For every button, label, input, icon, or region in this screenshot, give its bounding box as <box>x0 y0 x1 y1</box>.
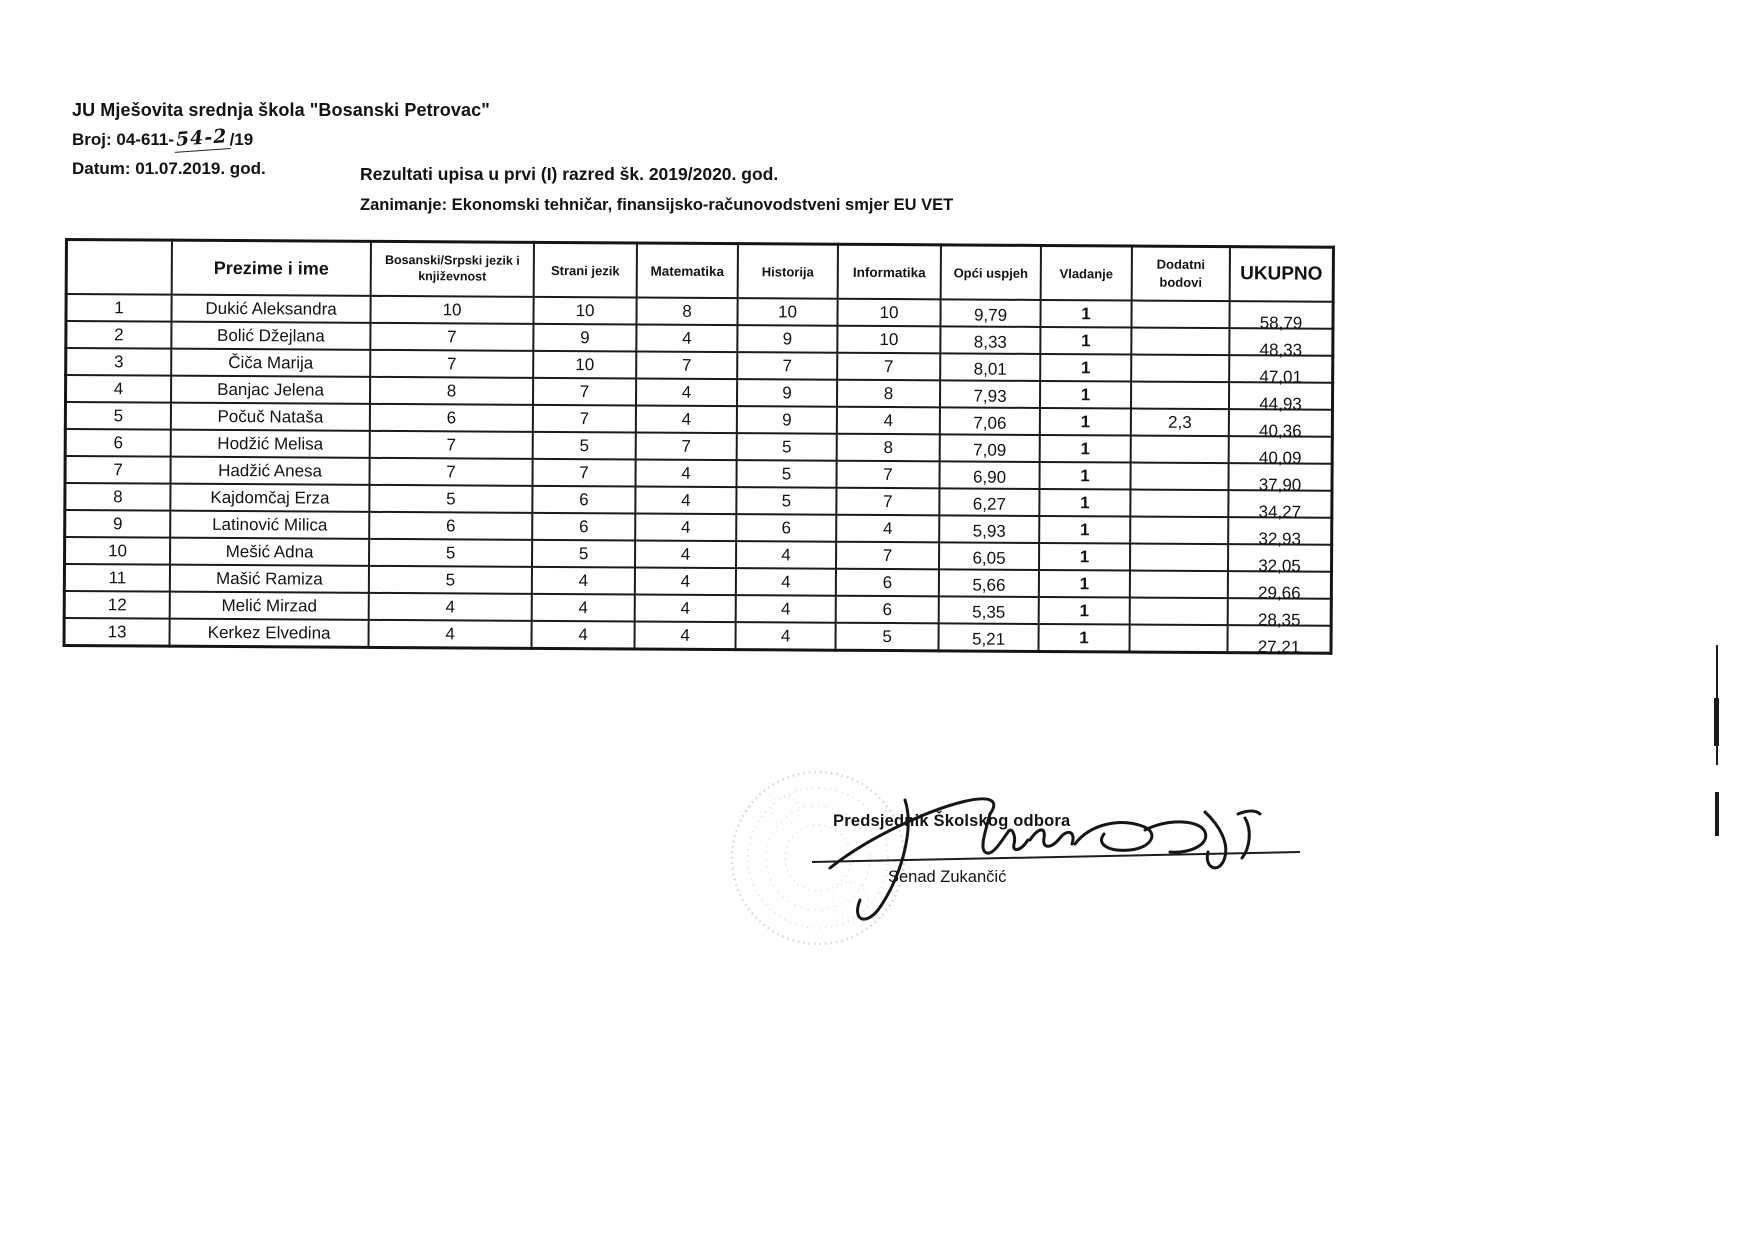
cell-historija: 4 <box>736 595 836 623</box>
cell-dodatni-bodovi: 2,3 <box>1131 409 1229 437</box>
cell-strani-jezik: 10 <box>533 297 636 325</box>
header-opci-uspjeh: Opći uspjeh <box>941 245 1041 300</box>
cell-bosanski-srpski: 5 <box>369 485 532 513</box>
cell-matematika: 4 <box>635 567 736 595</box>
cell-redni-broj: 7 <box>65 456 171 484</box>
cell-matematika: 4 <box>636 405 737 433</box>
cell-redni-broj: 11 <box>64 564 170 592</box>
cell-ukupno: 28,35 <box>1228 598 1332 626</box>
cell-ukupno: 34,27 <box>1228 490 1332 518</box>
cell-informatika: 6 <box>836 569 939 597</box>
cell-strani-jezik: 4 <box>532 567 635 595</box>
cell-bosanski-srpski: 7 <box>370 350 533 378</box>
cell-prezime-ime: Čiča Marija <box>171 349 370 377</box>
cell-prezime-ime: Melić Mirzad <box>170 592 369 620</box>
cell-opci-uspjeh: 5,35 <box>939 596 1039 624</box>
stamp-circle-icon <box>732 772 904 944</box>
cell-historija: 9 <box>737 325 837 353</box>
signer-name: Senad Zukančić <box>888 868 1007 886</box>
signature-area <box>700 740 1380 1000</box>
cell-ukupno: 58,79 <box>1229 301 1333 329</box>
document-subtitle: Zanimanje: Ekonomski tehničar, finansijsko-računovodstveni smjer EU VET <box>360 196 954 214</box>
cell-opci-uspjeh: 8,33 <box>940 326 1040 354</box>
cell-vladanje: 1 <box>1040 435 1131 463</box>
cell-redni-broj: 3 <box>66 348 172 376</box>
results-table-head <box>66 240 1333 302</box>
cell-opci-uspjeh: 6,27 <box>939 488 1039 516</box>
cell-matematika: 4 <box>636 324 737 352</box>
header-historija: Historija <box>738 244 838 299</box>
scan-artifact <box>1714 698 1719 746</box>
title-block <box>360 164 953 215</box>
cell-matematika: 7 <box>636 351 737 379</box>
cell-bosanski-srpski: 4 <box>369 593 532 621</box>
cell-historija: 6 <box>736 514 836 542</box>
cell-historija: 9 <box>737 406 837 434</box>
cell-strani-jezik: 5 <box>532 540 635 568</box>
cell-dodatni-bodovi <box>1130 490 1228 518</box>
cell-informatika: 10 <box>837 326 940 354</box>
cell-matematika: 8 <box>636 297 737 325</box>
results-table-body <box>64 294 1333 657</box>
cell-redni-broj: 10 <box>65 537 171 565</box>
scan-artifact <box>1715 792 1719 836</box>
cell-bosanski-srpski: 6 <box>369 512 532 540</box>
cell-vladanje: 1 <box>1040 408 1131 436</box>
document-number-handwritten: 54-2 <box>173 125 230 153</box>
cell-historija: 4 <box>736 568 836 596</box>
school-name: JU Mješovita srednja škola "Bosanski Petrovac" <box>72 100 490 120</box>
cell-opci-uspjeh: 7,09 <box>940 434 1040 462</box>
cell-bosanski-srpski: 5 <box>369 539 532 567</box>
cell-informatika: 6 <box>836 596 939 624</box>
cell-prezime-ime: Hadžić Anesa <box>171 457 370 485</box>
cell-strani-jezik: 7 <box>532 459 635 487</box>
cell-strani-jezik: 4 <box>532 594 635 622</box>
cell-historija: 5 <box>736 460 836 488</box>
cell-matematika: 4 <box>635 540 736 568</box>
cell-matematika: 4 <box>635 486 736 514</box>
cell-ukupno: 48,33 <box>1229 328 1333 356</box>
cell-matematika: 4 <box>635 621 736 649</box>
cell-bosanski-srpski: 6 <box>370 404 533 432</box>
cell-ukupno: 37,90 <box>1228 463 1332 491</box>
cell-bosanski-srpski: 7 <box>370 323 533 351</box>
cell-dodatni-bodovi <box>1130 517 1228 545</box>
cell-vladanje: 1 <box>1039 597 1130 625</box>
cell-informatika: 8 <box>837 380 940 408</box>
document-date: Datum: 01.07.2019. god. <box>72 159 266 178</box>
document-title: Rezultati upisa u prvi (I) razred šk. 2019/2020. god. <box>360 164 779 184</box>
cell-informatika: 10 <box>837 299 940 327</box>
cell-vladanje: 1 <box>1039 462 1130 490</box>
cell-redni-broj: 13 <box>64 618 170 646</box>
cell-strani-jezik: 10 <box>533 351 636 379</box>
cell-prezime-ime: Kerkez Elvedina <box>170 619 369 648</box>
cell-strani-jezik: 5 <box>533 432 636 460</box>
cell-prezime-ime: Mašić Ramiza <box>170 565 369 593</box>
cell-prezime-ime: Počuč Nataša <box>171 403 370 431</box>
cell-redni-broj: 4 <box>65 375 171 403</box>
signer-role: Predsjednik Školskog odbora <box>833 812 1071 830</box>
cell-prezime-ime: Banjac Jelena <box>171 376 370 404</box>
cell-dodatni-bodovi <box>1129 625 1227 653</box>
cell-prezime-ime: Latinović Milica <box>170 511 369 539</box>
cell-dodatni-bodovi <box>1131 301 1229 329</box>
cell-historija: 4 <box>735 622 835 650</box>
results-table <box>63 238 1335 655</box>
cell-ukupno: 32,93 <box>1228 517 1332 545</box>
cell-dodatni-bodovi <box>1130 571 1228 599</box>
cell-informatika: 5 <box>835 623 938 651</box>
cell-historija: 10 <box>737 298 837 326</box>
cell-vladanje: 1 <box>1040 354 1131 382</box>
cell-bosanski-srpski: 4 <box>369 620 532 648</box>
cell-strani-jezik: 9 <box>533 324 636 352</box>
cell-ukupno: 44,93 <box>1229 382 1333 410</box>
cell-informatika: 8 <box>837 434 940 462</box>
cell-vladanje: 1 <box>1040 300 1131 328</box>
cell-opci-uspjeh: 7,06 <box>940 407 1040 435</box>
cell-informatika: 7 <box>836 461 939 489</box>
cell-historija: 7 <box>737 352 837 380</box>
cell-dodatni-bodovi <box>1130 598 1228 626</box>
cell-redni-broj: 12 <box>64 591 170 619</box>
cell-opci-uspjeh: 9,79 <box>940 299 1040 327</box>
cell-dodatni-bodovi <box>1131 355 1229 383</box>
cell-ukupno: 40,09 <box>1229 436 1333 464</box>
cell-bosanski-srpski: 10 <box>370 296 533 324</box>
document-number-suffix: /19 <box>229 130 254 149</box>
cell-bosanski-srpski: 5 <box>369 566 532 594</box>
cell-redni-broj: 9 <box>65 510 171 538</box>
cell-vladanje: 1 <box>1039 543 1130 571</box>
cell-prezime-ime: Kajdomčaj Erza <box>170 484 369 512</box>
cell-historija: 4 <box>736 541 836 569</box>
header-ukupno: UKUPNO <box>1230 247 1334 302</box>
cell-vladanje: 1 <box>1039 516 1130 544</box>
cell-redni-broj: 8 <box>65 483 171 511</box>
cell-dodatni-bodovi <box>1131 382 1229 410</box>
cell-vladanje: 1 <box>1039 570 1130 598</box>
cell-vladanje: 1 <box>1040 381 1131 409</box>
cell-strani-jezik: 4 <box>532 621 635 649</box>
cell-matematika: 4 <box>635 594 736 622</box>
cell-redni-broj: 2 <box>66 321 172 349</box>
cell-opci-uspjeh: 7,93 <box>940 380 1040 408</box>
cell-strani-jezik: 7 <box>533 378 636 406</box>
cell-informatika: 7 <box>836 542 939 570</box>
cell-ukupno: 27,21 <box>1227 625 1331 653</box>
cell-prezime-ime: Bolić Džejlana <box>171 322 370 350</box>
header-dodatni-bodovi: Dodatni bodovi <box>1132 246 1230 301</box>
cell-matematika: 4 <box>635 459 736 487</box>
cell-redni-broj: 1 <box>66 294 172 322</box>
cell-bosanski-srpski: 8 <box>370 377 533 405</box>
cell-dodatni-bodovi <box>1131 328 1229 356</box>
cell-informatika: 7 <box>837 353 940 381</box>
cell-informatika: 7 <box>836 488 939 516</box>
cell-ukupno: 40,36 <box>1229 409 1333 437</box>
cell-prezime-ime: Mešić Adna <box>170 538 369 566</box>
header-vladanje: Vladanje <box>1041 245 1132 300</box>
cell-opci-uspjeh: 8,01 <box>940 353 1040 381</box>
cell-ukupno: 47,01 <box>1229 355 1333 383</box>
cell-opci-uspjeh: 5,66 <box>939 569 1039 597</box>
cell-redni-broj: 5 <box>65 402 171 430</box>
cell-dodatni-bodovi <box>1130 544 1228 572</box>
cell-dodatni-bodovi <box>1131 436 1229 464</box>
document-number-prefix: Broj: 04-611- <box>72 130 175 149</box>
cell-historija: 5 <box>737 433 837 461</box>
header-row <box>66 240 1333 302</box>
cell-matematika: 4 <box>635 513 736 541</box>
cell-ukupno: 29,66 <box>1228 571 1332 599</box>
header-matematika: Matematika <box>637 243 738 298</box>
cell-bosanski-srpski: 7 <box>370 431 533 459</box>
header-bosanski-srpski: Bosanski/Srpski jezik i književnost <box>371 241 534 296</box>
cell-opci-uspjeh: 6,05 <box>939 542 1039 570</box>
cell-opci-uspjeh: 5,21 <box>938 623 1038 651</box>
cell-vladanje: 1 <box>1038 624 1129 652</box>
cell-bosanski-srpski: 7 <box>369 458 532 486</box>
cell-historija: 5 <box>736 487 836 515</box>
cell-prezime-ime: Hodžić Melisa <box>171 430 370 458</box>
stamp-and-signature-graphic <box>700 740 1380 1000</box>
cell-dodatni-bodovi <box>1130 463 1228 491</box>
cell-opci-uspjeh: 6,90 <box>939 461 1039 489</box>
header-informatika: Informatika <box>838 244 941 299</box>
cell-strani-jezik: 7 <box>533 405 636 433</box>
cell-opci-uspjeh: 5,93 <box>939 515 1039 543</box>
cell-vladanje: 1 <box>1040 327 1131 355</box>
cell-ukupno: 32,05 <box>1228 544 1332 572</box>
cell-vladanje: 1 <box>1039 489 1130 517</box>
cell-prezime-ime: Dukić Aleksandra <box>171 295 370 323</box>
cell-informatika: 4 <box>836 515 939 543</box>
cell-informatika: 4 <box>837 407 940 435</box>
cell-historija: 9 <box>737 379 837 407</box>
cell-strani-jezik: 6 <box>532 486 635 514</box>
cell-redni-broj: 6 <box>65 429 171 457</box>
cell-strani-jezik: 6 <box>532 513 635 541</box>
cell-matematika: 4 <box>636 378 737 406</box>
header-strani-jezik: Strani jezik <box>534 242 637 297</box>
header-ordinal <box>66 240 172 295</box>
document-number-line <box>72 125 490 152</box>
cell-matematika: 7 <box>636 432 737 460</box>
header-prezime-ime: Prezime i ime <box>172 240 371 296</box>
